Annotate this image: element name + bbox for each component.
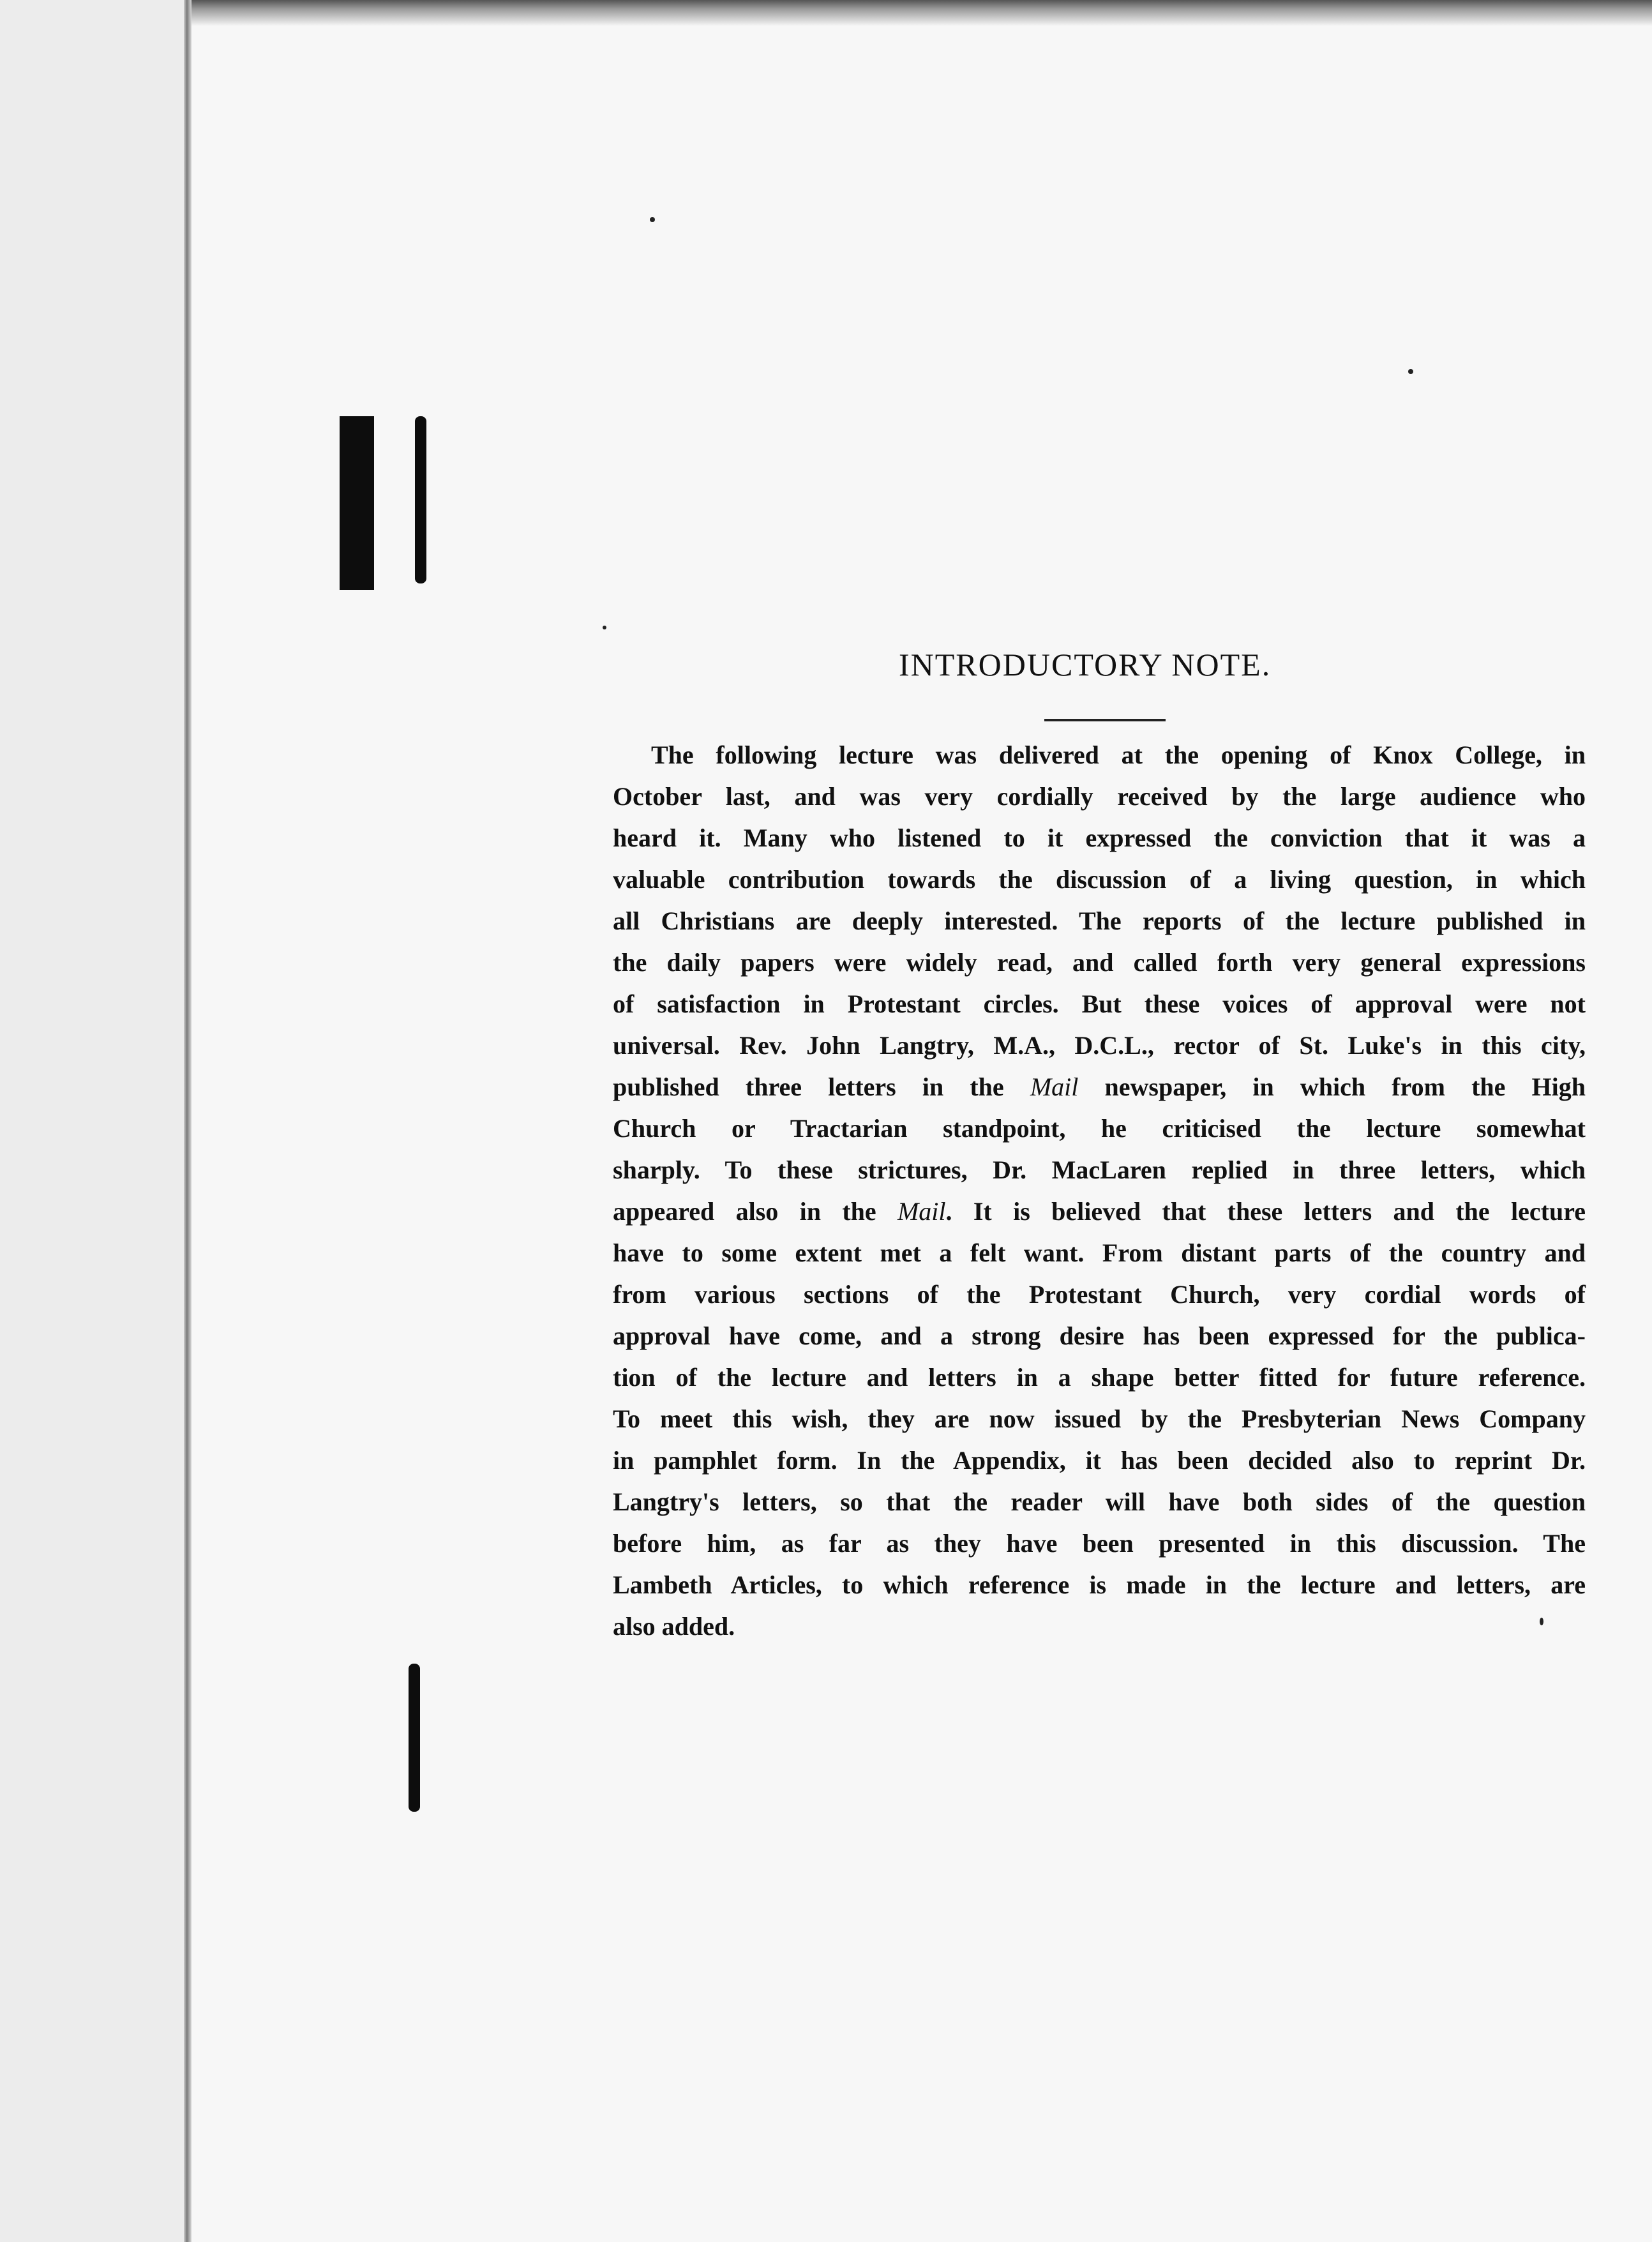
title-rule bbox=[1044, 719, 1166, 721]
binding-mark bbox=[415, 416, 426, 583]
text-line: sharply. To these strictures, Dr. MacLaren replied in three letters, which bbox=[613, 1155, 1586, 1184]
text-line: Church or Tractarian standpoint, he criticised the lecture somewhat bbox=[613, 1114, 1586, 1143]
binding-mark bbox=[409, 1664, 420, 1812]
text-segment: appeared also in the bbox=[613, 1197, 897, 1226]
text-line: heard it. Many who listened to it expressed the conviction that it was a bbox=[613, 824, 1586, 852]
text-line: October last, and was very cordially received by the large audience who bbox=[613, 782, 1586, 811]
newspaper-title: Mail bbox=[1030, 1072, 1079, 1101]
speck bbox=[650, 217, 655, 222]
text-line: valuable contribution towards the discussion of a living question, in which bbox=[613, 865, 1586, 894]
text-line: have to some extent met a felt want. From distant parts of the country and bbox=[613, 1238, 1586, 1267]
text-line: the daily papers were widely read, and called forth very general expressions bbox=[613, 948, 1586, 977]
text-line: of satisfaction in Protestant circles. But these voices of approval were not bbox=[613, 989, 1586, 1018]
speck bbox=[1408, 369, 1413, 374]
text-line: Langtry's letters, so that the reader will have both sides of the question bbox=[613, 1487, 1586, 1516]
text-line: universal. Rev. John Langtry, M.A., D.C.L., rector of St. Luke's in this city, bbox=[613, 1031, 1586, 1060]
text-segment: published three letters in the bbox=[613, 1072, 1030, 1101]
text-line: in pamphlet form. In the Appendix, it has been decided also to reprint Dr. bbox=[613, 1446, 1586, 1475]
scanner-margin bbox=[0, 0, 191, 2242]
newspaper-title: Mail bbox=[897, 1197, 946, 1226]
page-title: INTRODUCTORY NOTE. bbox=[899, 647, 1272, 682]
page-fold-edge bbox=[184, 0, 191, 2242]
text-line: tion of the lecture and letters in a shape better fitted for future reference. bbox=[613, 1363, 1586, 1392]
text-line bbox=[613, 1066, 1586, 1108]
text-line: The following lecture was delivered at the opening of Knox College, in bbox=[651, 741, 1586, 769]
text-segment: newspaper, in which from the High bbox=[1078, 1072, 1586, 1101]
text-line: all Christians are deeply interested. The reports of the lecture published in bbox=[613, 907, 1586, 935]
text-line: Lambeth Articles, to which reference is made in the lecture and letters, are bbox=[613, 1570, 1586, 1599]
text-line bbox=[613, 1191, 1586, 1232]
text-line: To meet this wish, they are now issued by the Presbyterian News Company bbox=[613, 1404, 1586, 1433]
document-page bbox=[191, 26, 1652, 2242]
binding-mark bbox=[340, 416, 374, 590]
text-segment: . It is believed that these letters and the lecture bbox=[945, 1197, 1586, 1226]
page-top-shadow bbox=[191, 0, 1652, 26]
text-line: before him, as far as they have been presented in this discussion. The bbox=[613, 1529, 1586, 1558]
speck bbox=[603, 626, 606, 629]
text-line: from various sections of the Protestant Church, very cordial words of bbox=[613, 1280, 1586, 1309]
body-paragraph bbox=[613, 734, 1586, 1647]
text-line: also added. bbox=[613, 1612, 735, 1641]
text-line: approval have come, and a strong desire has been expressed for the publica- bbox=[613, 1321, 1586, 1350]
